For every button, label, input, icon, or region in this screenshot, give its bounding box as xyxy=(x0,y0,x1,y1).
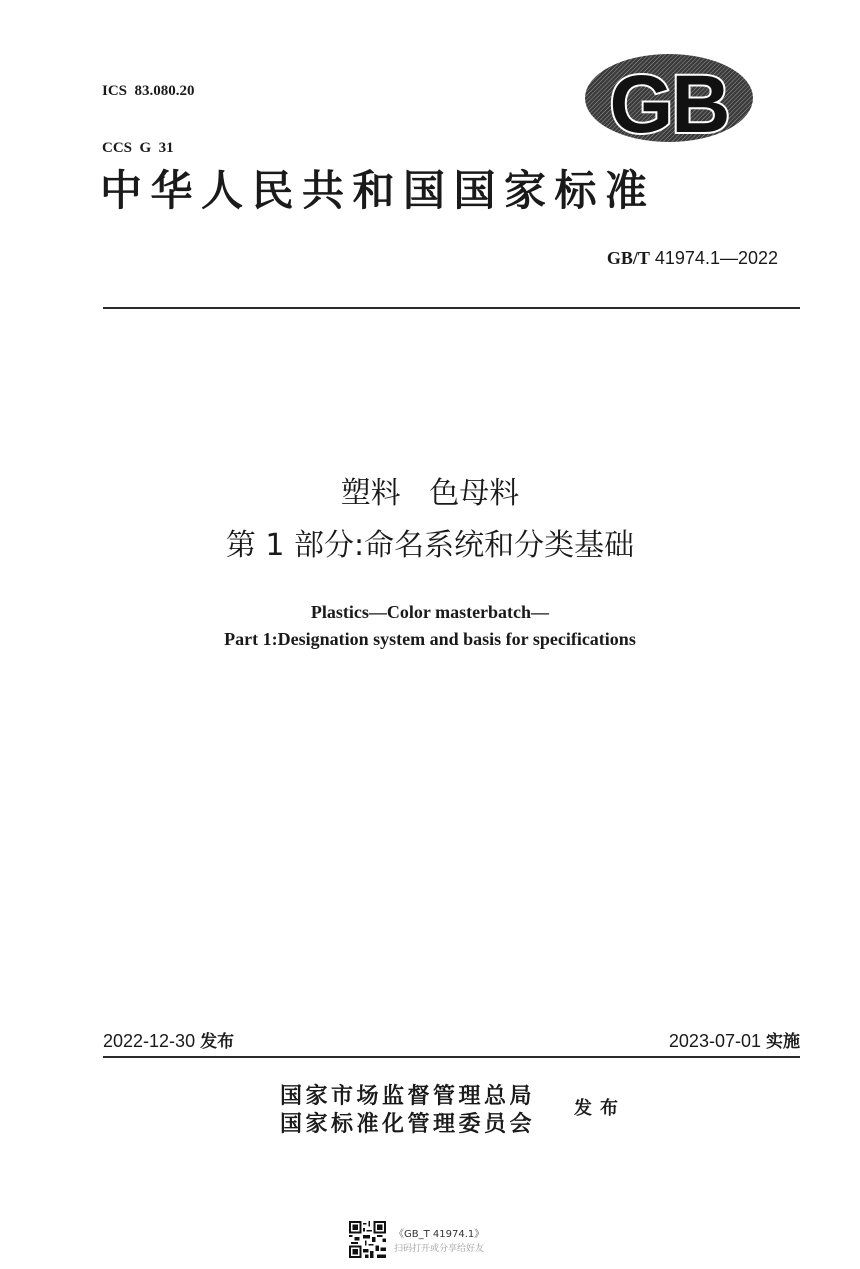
issue-date-value: 2022-12-30 xyxy=(103,1031,196,1051)
standard-number-value: 41974.1—2022 xyxy=(654,248,778,268)
national-standard-title: 中华人民共和国国家标准 xyxy=(100,166,656,215)
standard-number xyxy=(607,246,778,270)
header-divider xyxy=(103,307,800,309)
qr-code-icon[interactable] xyxy=(349,1221,386,1258)
implementation-date-value: 2023-07-01 xyxy=(668,1031,761,1051)
implementation-date xyxy=(669,1029,800,1054)
issuer-line-1: 国家市场监督管理总局 xyxy=(280,1083,536,1109)
chinese-title-line-1: 塑料 色母料 xyxy=(340,476,520,511)
standard-number-prefix: GB/T xyxy=(606,248,650,268)
chinese-title-line-2: 第 1 部分:命名系统和分类基础 xyxy=(225,528,635,563)
issuer-issue-word: 发布 xyxy=(574,1098,626,1119)
english-title-line-1: Plastics—Color masterbatch— xyxy=(310,602,550,622)
footer-divider xyxy=(103,1056,800,1058)
ics-code: ICS 83.080.20 xyxy=(102,83,195,99)
qr-code-hint: 扫码打开或分享给好友 xyxy=(394,1244,485,1254)
classification-codes xyxy=(102,44,195,177)
issuer-line-2: 国家标准化管理委员会 xyxy=(280,1111,536,1137)
issue-date-label: 发布 xyxy=(200,1032,235,1052)
qr-code-label: 《GB_T 41974.1》 xyxy=(394,1229,485,1240)
gb-logo-text: GB xyxy=(609,59,729,144)
english-title-line-2: Part 1:Designation system and basis for specifications xyxy=(224,629,636,649)
issue-date xyxy=(103,1029,234,1054)
implementation-date-label: 实施 xyxy=(766,1032,800,1052)
gb-logo xyxy=(583,52,755,144)
ccs-code: CCS G 31 xyxy=(102,140,174,156)
